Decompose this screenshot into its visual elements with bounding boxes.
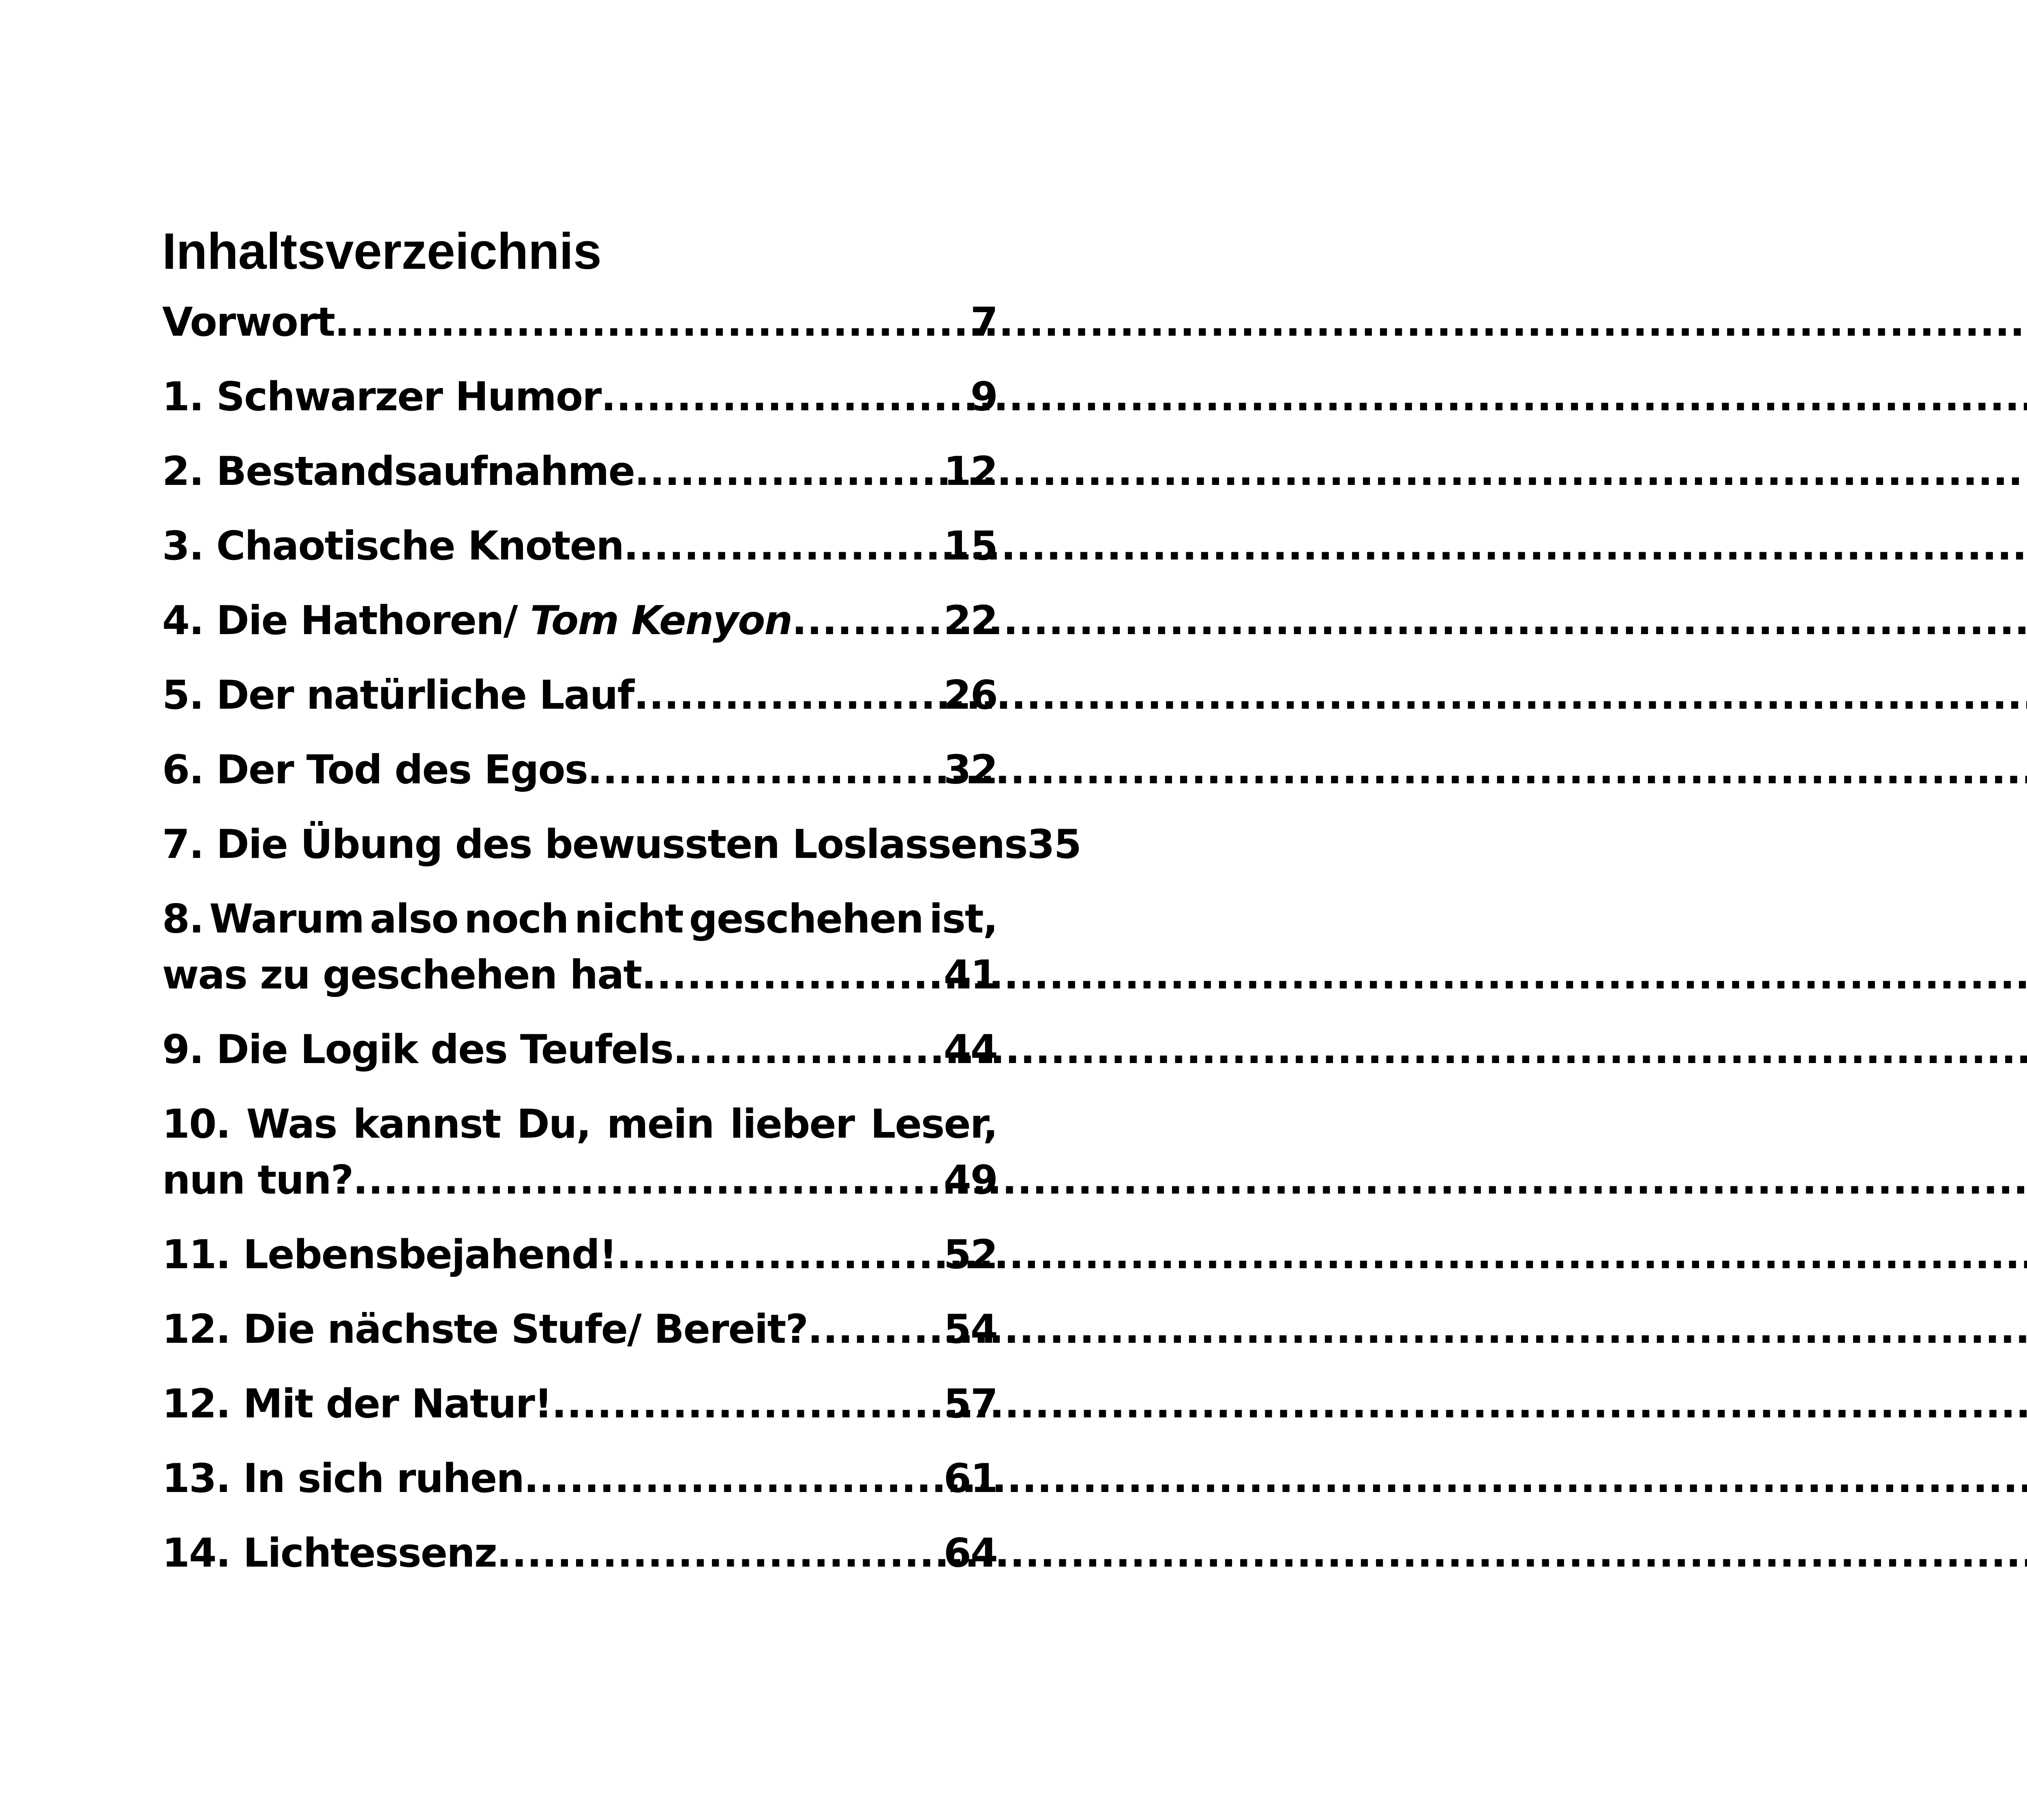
toc-entry-page: 41 (943, 952, 997, 998)
toc-entry-page: 35 (1027, 821, 1081, 868)
toc-entry-page: 57 (943, 1381, 997, 1427)
word: Warum (209, 896, 364, 942)
toc-entry-page: 54 (943, 1306, 997, 1353)
toc-entry-title: 13. In sich ruhen (162, 1456, 524, 1502)
toc-entry-page: 12 (943, 448, 997, 495)
toc-entry-4 (162, 593, 997, 649)
toc-entry-12b (162, 1376, 997, 1432)
toc-entry-title-line1 (162, 1096, 997, 1152)
toc-entry-vorwort (162, 294, 997, 350)
dot-leader (673, 1022, 944, 1078)
toc-entry-8 (162, 891, 997, 1003)
dot-leader (497, 1525, 944, 1581)
word: also (370, 896, 458, 942)
toc-heading: Inhaltsverzeichnis (162, 223, 602, 280)
toc-entry-title: 12. Mit der Natur! (162, 1381, 552, 1427)
dot-leader (334, 294, 971, 350)
toc-entry-3 (162, 518, 997, 574)
dot-leader (634, 667, 943, 723)
toc-entry-page: 22 (943, 598, 997, 644)
toc-entry-title: 5. Der natürliche Lauf (162, 672, 634, 718)
toc-entry-title: 2. Bestandsaufnahme (162, 448, 635, 495)
toc-entry-title: 3. Chaotische Knoten (162, 523, 624, 569)
word: mein (606, 1101, 714, 1147)
toc-entry-12a (162, 1301, 997, 1357)
toc-entry-title: 9. Die Logik des Teufels (162, 1027, 673, 1073)
toc-entry-title: 6. Der Tod des Egos (162, 747, 588, 793)
dot-leader (353, 1152, 944, 1208)
toc-entry-page: 9 (970, 374, 997, 420)
toc-entry-2 (162, 444, 997, 499)
word: ist, (929, 896, 997, 942)
toc-entry-11 (162, 1227, 997, 1283)
dot-leader (634, 444, 944, 499)
toc-entry-page: 64 (943, 1530, 997, 1576)
toc-entry-page: 32 (943, 747, 997, 793)
word: noch (464, 896, 568, 942)
toc-entry-title (162, 593, 792, 649)
toc-entry-14 (162, 1525, 997, 1581)
toc-entry-title-italic: Tom Kenyon (530, 598, 792, 644)
toc-entry-page: 15 (943, 523, 997, 569)
toc-entry-title: was zu geschehen hat (162, 952, 642, 998)
toc-entry-page: 61 (943, 1456, 997, 1502)
toc-entry-page: 44 (943, 1027, 997, 1073)
word: kannst (353, 1101, 501, 1147)
toc-entry-title: 1. Schwarzer Humor (162, 374, 601, 420)
dot-leader (808, 1301, 943, 1357)
word: Du, (516, 1101, 591, 1147)
toc-entry-5 (162, 667, 997, 723)
dot-leader (624, 518, 944, 574)
word: Leser, (870, 1101, 997, 1147)
toc-entry-title: nun tun? (162, 1157, 353, 1203)
dot-leader (617, 1227, 944, 1283)
toc-entry-13 (162, 1451, 997, 1507)
toc-entry-page: 7 (970, 299, 997, 345)
dot-leader (792, 593, 943, 649)
toc-entry-10 (162, 1096, 997, 1208)
toc-entry-6 (162, 742, 997, 798)
toc-entry-page: 49 (943, 1157, 997, 1203)
dot-leader (552, 1376, 944, 1432)
toc-entry-title: 11. Lebensbejahend! (162, 1232, 617, 1278)
toc-entry-9 (162, 1022, 997, 1078)
toc-entry-title-roman: 4. Die Hathoren/ (162, 598, 530, 644)
toc-entry-title: 7. Die Übung des bewussten Loslassens (162, 821, 1027, 868)
toc-entry-1 (162, 369, 997, 425)
word: 10. (162, 1101, 230, 1147)
toc-entry-7 (162, 817, 1081, 872)
toc-entry-page: 52 (943, 1232, 997, 1278)
dot-leader (524, 1451, 944, 1507)
word: lieber (730, 1101, 855, 1147)
toc-entry-page: 26 (943, 672, 997, 718)
word: geschehen (689, 896, 924, 942)
dot-leader (641, 947, 943, 1003)
word: Was (246, 1101, 337, 1147)
word: 8. (162, 896, 204, 942)
table-of-contents (162, 219, 1081, 1600)
toc-entry-title: 14. Lichtessenz (162, 1530, 497, 1576)
toc-entry-title: Vorwort (162, 299, 335, 345)
dot-leader (587, 742, 944, 798)
word: nicht (574, 896, 683, 942)
dot-leader (601, 369, 970, 425)
toc-entry-title-line1 (162, 891, 997, 947)
toc-entry-title: 12. Die nächste Stufe/ Bereit? (162, 1306, 808, 1353)
